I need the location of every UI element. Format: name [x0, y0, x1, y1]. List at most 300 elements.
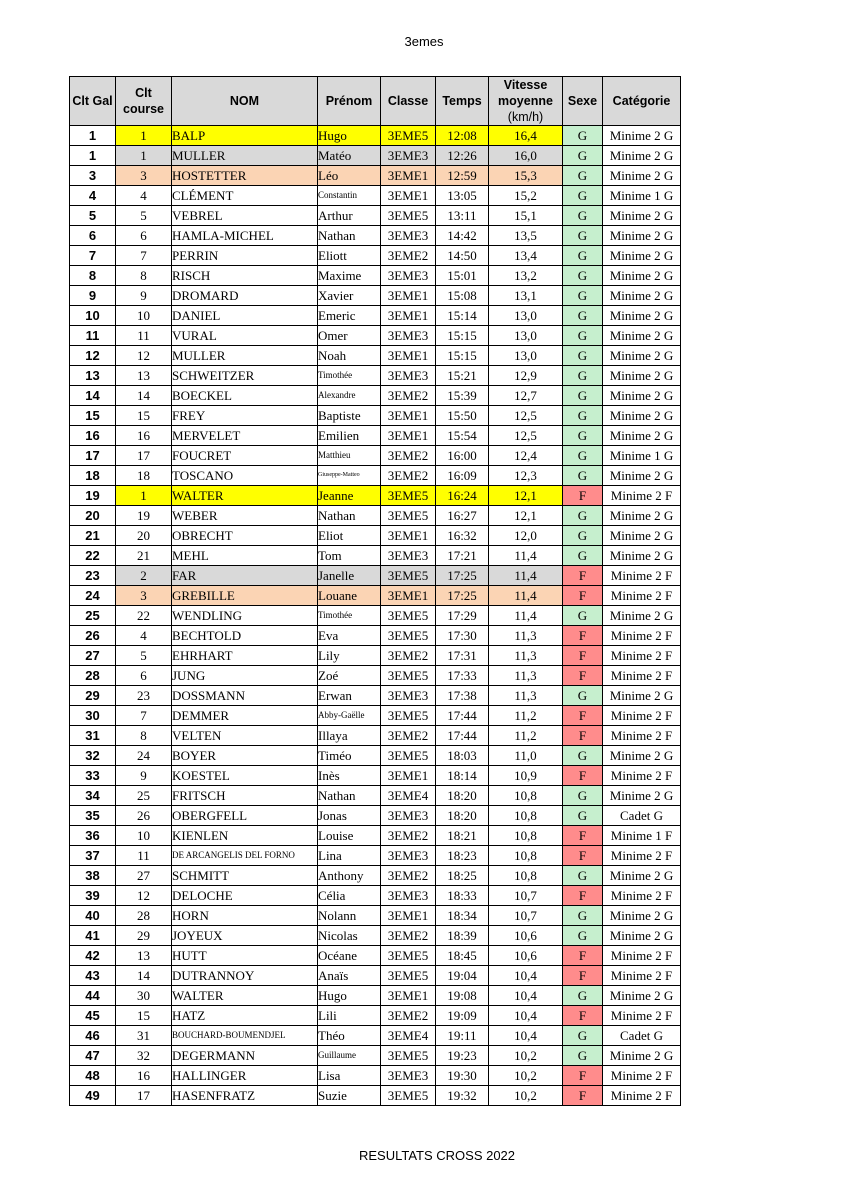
table-row [70, 486, 681, 506]
categorie-cell: Minime 2 G [603, 146, 681, 166]
vitesse-cell: 12,7 [489, 386, 563, 406]
categorie-cell: Minime 2 G [603, 206, 681, 226]
prenom-cell: Inès [318, 766, 381, 786]
table-row [70, 126, 681, 146]
table-row [70, 786, 681, 806]
nom-cell: FAR [172, 566, 318, 586]
temps-cell: 16:24 [436, 486, 489, 506]
sexe-cell: G [563, 506, 603, 526]
clt-course-cell: 11 [116, 326, 172, 346]
temps-cell: 19:04 [436, 966, 489, 986]
header-vitesse-label: Vitesse moyenne [498, 78, 553, 108]
categorie-cell: Minime 2 F [603, 566, 681, 586]
sexe-cell: G [563, 346, 603, 366]
categorie-cell: Minime 2 G [603, 786, 681, 806]
classe-cell: 3EME3 [381, 806, 436, 826]
vitesse-cell: 11,0 [489, 746, 563, 766]
clt-course-cell: 12 [116, 886, 172, 906]
header-vitesse-unit: (km/h) [507, 110, 544, 124]
clt-course-cell: 11 [116, 846, 172, 866]
vitesse-cell: 12,3 [489, 466, 563, 486]
table-row [70, 586, 681, 606]
sexe-cell: F [563, 826, 603, 846]
table-row [70, 266, 681, 286]
categorie-cell: Minime 2 F [603, 666, 681, 686]
table-row [70, 466, 681, 486]
categorie-cell: Minime 2 G [603, 226, 681, 246]
prenom-cell: Matéo [318, 146, 381, 166]
nom-cell: DROMARD [172, 286, 318, 306]
clt-gal-cell: 14 [70, 386, 116, 406]
clt-course-cell: 23 [116, 686, 172, 706]
prenom-cell: Lily [318, 646, 381, 666]
table-row [70, 1086, 681, 1106]
vitesse-cell: 13,1 [489, 286, 563, 306]
header-classe: Classe [381, 77, 436, 126]
classe-cell: 3EME1 [381, 406, 436, 426]
clt-course-cell: 13 [116, 946, 172, 966]
prenom-cell: Alexandre [318, 386, 381, 406]
nom-cell: CLÉMENT [172, 186, 318, 206]
clt-gal-cell: 8 [70, 266, 116, 286]
vitesse-cell: 13,0 [489, 326, 563, 346]
classe-cell: 3EME2 [381, 386, 436, 406]
clt-gal-cell: 13 [70, 366, 116, 386]
temps-cell: 14:42 [436, 226, 489, 246]
vitesse-cell: 11,4 [489, 606, 563, 626]
nom-cell: DOSSMANN [172, 686, 318, 706]
sexe-cell: F [563, 646, 603, 666]
temps-cell: 18:20 [436, 786, 489, 806]
table-row [70, 866, 681, 886]
prenom-cell: Omer [318, 326, 381, 346]
clt-gal-cell: 20 [70, 506, 116, 526]
nom-cell: DEGERMANN [172, 1046, 318, 1066]
sexe-cell: G [563, 406, 603, 426]
vitesse-cell: 16,4 [489, 126, 563, 146]
table-row [70, 686, 681, 706]
prenom-cell: Noah [318, 346, 381, 366]
nom-cell: HORN [172, 906, 318, 926]
header-categorie: Catégorie [603, 77, 681, 126]
prenom-cell: Timothée [318, 366, 381, 386]
clt-gal-cell: 3 [70, 166, 116, 186]
clt-course-cell: 2 [116, 566, 172, 586]
nom-cell: MULLER [172, 346, 318, 366]
prenom-cell: Constantin [318, 186, 381, 206]
nom-cell: HUTT [172, 946, 318, 966]
header-vitesse [489, 77, 563, 126]
table-row [70, 206, 681, 226]
classe-cell: 3EME5 [381, 946, 436, 966]
nom-cell: DEMMER [172, 706, 318, 726]
classe-cell: 3EME2 [381, 646, 436, 666]
categorie-cell: Minime 2 G [603, 526, 681, 546]
temps-cell: 18:33 [436, 886, 489, 906]
clt-gal-cell: 23 [70, 566, 116, 586]
prenom-cell: Arthur [318, 206, 381, 226]
sexe-cell: G [563, 926, 603, 946]
categorie-cell: Cadet G [603, 806, 681, 826]
classe-cell: 3EME3 [381, 146, 436, 166]
classe-cell: 3EME2 [381, 446, 436, 466]
temps-cell: 18:34 [436, 906, 489, 926]
nom-cell: WEBER [172, 506, 318, 526]
classe-cell: 3EME5 [381, 126, 436, 146]
clt-gal-cell: 21 [70, 526, 116, 546]
clt-course-cell: 27 [116, 866, 172, 886]
temps-cell: 17:44 [436, 706, 489, 726]
clt-course-cell: 7 [116, 706, 172, 726]
categorie-cell: Minime 2 G [603, 286, 681, 306]
temps-cell: 17:33 [436, 666, 489, 686]
categorie-cell: Minime 2 F [603, 726, 681, 746]
classe-cell: 3EME5 [381, 626, 436, 646]
vitesse-cell: 10,8 [489, 846, 563, 866]
vitesse-cell: 11,4 [489, 546, 563, 566]
table-row [70, 306, 681, 326]
classe-cell: 3EME1 [381, 426, 436, 446]
table-row [70, 806, 681, 826]
clt-course-cell: 6 [116, 226, 172, 246]
nom-cell: WALTER [172, 486, 318, 506]
vitesse-cell: 16,0 [489, 146, 563, 166]
clt-gal-cell: 49 [70, 1086, 116, 1106]
vitesse-cell: 12,1 [489, 486, 563, 506]
temps-cell: 15:50 [436, 406, 489, 426]
table-row [70, 366, 681, 386]
categorie-cell: Minime 2 F [603, 586, 681, 606]
sexe-cell: G [563, 446, 603, 466]
vitesse-cell: 10,4 [489, 1026, 563, 1046]
clt-gal-cell: 48 [70, 1066, 116, 1086]
categorie-cell: Minime 2 G [603, 506, 681, 526]
clt-gal-cell: 4 [70, 186, 116, 206]
sexe-cell: G [563, 146, 603, 166]
clt-gal-cell: 45 [70, 1006, 116, 1026]
table-row [70, 966, 681, 986]
nom-cell: KOESTEL [172, 766, 318, 786]
prenom-cell: Maxime [318, 266, 381, 286]
header-nom: NOM [172, 77, 318, 126]
clt-gal-cell: 42 [70, 946, 116, 966]
prenom-cell: Nicolas [318, 926, 381, 946]
sexe-cell: G [563, 466, 603, 486]
sexe-cell: F [563, 846, 603, 866]
categorie-cell: Minime 2 G [603, 306, 681, 326]
prenom-cell: Nathan [318, 506, 381, 526]
temps-cell: 12:59 [436, 166, 489, 186]
clt-gal-cell: 30 [70, 706, 116, 726]
clt-course-cell: 25 [116, 786, 172, 806]
page-title: 3emes [404, 34, 444, 49]
nom-cell: HALLINGER [172, 1066, 318, 1086]
temps-cell: 17:21 [436, 546, 489, 566]
categorie-cell: Minime 2 G [603, 426, 681, 446]
sexe-cell: G [563, 986, 603, 1006]
vitesse-cell: 11,4 [489, 586, 563, 606]
categorie-cell: Minime 2 G [603, 386, 681, 406]
categorie-cell: Cadet G [603, 1026, 681, 1046]
vitesse-cell: 10,8 [489, 786, 563, 806]
table-row [70, 546, 681, 566]
clt-course-cell: 9 [116, 766, 172, 786]
clt-course-cell: 1 [116, 126, 172, 146]
clt-gal-cell: 43 [70, 966, 116, 986]
prenom-cell: Nathan [318, 786, 381, 806]
temps-cell: 19:32 [436, 1086, 489, 1106]
classe-cell: 3EME1 [381, 766, 436, 786]
clt-course-cell: 10 [116, 826, 172, 846]
table-row [70, 526, 681, 546]
temps-cell: 16:32 [436, 526, 489, 546]
vitesse-cell: 11,2 [489, 706, 563, 726]
prenom-cell: Emilien [318, 426, 381, 446]
sexe-cell: G [563, 606, 603, 626]
temps-cell: 15:01 [436, 266, 489, 286]
clt-course-cell: 31 [116, 1026, 172, 1046]
nom-cell: GREBILLE [172, 586, 318, 606]
classe-cell: 3EME3 [381, 326, 436, 346]
sexe-cell: G [563, 266, 603, 286]
clt-gal-cell: 22 [70, 546, 116, 566]
categorie-cell: Minime 2 G [603, 546, 681, 566]
table-row [70, 146, 681, 166]
vitesse-cell: 13,0 [489, 346, 563, 366]
clt-gal-cell: 16 [70, 426, 116, 446]
categorie-cell: Minime 2 G [603, 746, 681, 766]
temps-cell: 15:08 [436, 286, 489, 306]
table-row [70, 986, 681, 1006]
prenom-cell: Zoé [318, 666, 381, 686]
sexe-cell: G [563, 366, 603, 386]
clt-course-cell: 19 [116, 506, 172, 526]
classe-cell: 3EME1 [381, 526, 436, 546]
header-temps: Temps [436, 77, 489, 126]
categorie-cell: Minime 2 F [603, 1006, 681, 1026]
temps-cell: 15:15 [436, 326, 489, 346]
sexe-cell: G [563, 686, 603, 706]
prenom-cell: Lili [318, 1006, 381, 1026]
table-row [70, 1046, 681, 1066]
nom-cell: DANIEL [172, 306, 318, 326]
clt-gal-cell: 27 [70, 646, 116, 666]
categorie-cell: Minime 1 F [603, 826, 681, 846]
table-row [70, 826, 681, 846]
table-row [70, 846, 681, 866]
prenom-cell: Eliot [318, 526, 381, 546]
temps-cell: 13:11 [436, 206, 489, 226]
prenom-cell: Nathan [318, 226, 381, 246]
temps-cell: 16:00 [436, 446, 489, 466]
vitesse-cell: 13,5 [489, 226, 563, 246]
categorie-cell: Minime 1 G [603, 186, 681, 206]
classe-cell: 3EME5 [381, 746, 436, 766]
vitesse-cell: 10,4 [489, 986, 563, 1006]
temps-cell: 17:25 [436, 586, 489, 606]
temps-cell: 17:25 [436, 566, 489, 586]
table-row [70, 1066, 681, 1086]
nom-cell: KIENLEN [172, 826, 318, 846]
categorie-cell: Minime 2 G [603, 246, 681, 266]
clt-gal-cell: 44 [70, 986, 116, 1006]
prenom-cell: Hugo [318, 986, 381, 1006]
nom-cell: JUNG [172, 666, 318, 686]
vitesse-cell: 10,2 [489, 1086, 563, 1106]
sexe-cell: G [563, 546, 603, 566]
nom-cell: RISCH [172, 266, 318, 286]
nom-cell: MEHL [172, 546, 318, 566]
classe-cell: 3EME2 [381, 466, 436, 486]
classe-cell: 3EME5 [381, 486, 436, 506]
sexe-cell: F [563, 486, 603, 506]
clt-course-cell: 24 [116, 746, 172, 766]
table-row [70, 506, 681, 526]
sexe-cell: G [563, 1026, 603, 1046]
sexe-cell: G [563, 166, 603, 186]
table-row [70, 706, 681, 726]
clt-course-cell: 1 [116, 486, 172, 506]
temps-cell: 15:39 [436, 386, 489, 406]
classe-cell: 3EME2 [381, 1006, 436, 1026]
prenom-cell: Giuseppe-Matteo [318, 466, 381, 486]
table-row [70, 626, 681, 646]
vitesse-cell: 12,9 [489, 366, 563, 386]
clt-course-cell: 16 [116, 426, 172, 446]
categorie-cell: Minime 2 G [603, 926, 681, 946]
clt-course-cell: 17 [116, 446, 172, 466]
categorie-cell: Minime 2 G [603, 346, 681, 366]
prenom-cell: Guillaume [318, 1046, 381, 1066]
table-row [70, 446, 681, 466]
table-row [70, 186, 681, 206]
prenom-cell: Anaïs [318, 966, 381, 986]
vitesse-cell: 11,3 [489, 666, 563, 686]
vitesse-cell: 10,9 [489, 766, 563, 786]
prenom-cell: Théo [318, 1026, 381, 1046]
nom-cell: BOYER [172, 746, 318, 766]
clt-course-cell: 5 [116, 206, 172, 226]
temps-cell: 14:50 [436, 246, 489, 266]
prenom-cell: Louise [318, 826, 381, 846]
prenom-cell: Emeric [318, 306, 381, 326]
clt-gal-cell: 35 [70, 806, 116, 826]
nom-cell: SCHWEITZER [172, 366, 318, 386]
prenom-cell: Erwan [318, 686, 381, 706]
vitesse-cell: 10,8 [489, 866, 563, 886]
sexe-cell: F [563, 586, 603, 606]
classe-cell: 3EME5 [381, 506, 436, 526]
clt-course-cell: 4 [116, 626, 172, 646]
vitesse-cell: 10,4 [489, 1006, 563, 1026]
clt-gal-cell: 29 [70, 686, 116, 706]
clt-course-cell: 22 [116, 606, 172, 626]
temps-cell: 18:20 [436, 806, 489, 826]
temps-cell: 13:05 [436, 186, 489, 206]
prenom-cell: Illaya [318, 726, 381, 746]
clt-course-cell: 18 [116, 466, 172, 486]
clt-gal-cell: 40 [70, 906, 116, 926]
clt-course-cell: 32 [116, 1046, 172, 1066]
nom-cell: VEBREL [172, 206, 318, 226]
classe-cell: 3EME2 [381, 246, 436, 266]
prenom-cell: Jonas [318, 806, 381, 826]
nom-cell: EHRHART [172, 646, 318, 666]
clt-course-cell: 30 [116, 986, 172, 1006]
nom-cell: FOUCRET [172, 446, 318, 466]
categorie-cell: Minime 2 F [603, 946, 681, 966]
classe-cell: 3EME1 [381, 166, 436, 186]
prenom-cell: Janelle [318, 566, 381, 586]
sexe-cell: G [563, 786, 603, 806]
categorie-cell: Minime 2 G [603, 326, 681, 346]
clt-gal-cell: 41 [70, 926, 116, 946]
vitesse-cell: 11,2 [489, 726, 563, 746]
clt-gal-cell: 17 [70, 446, 116, 466]
clt-gal-cell: 6 [70, 226, 116, 246]
temps-cell: 16:27 [436, 506, 489, 526]
prenom-cell: Louane [318, 586, 381, 606]
classe-cell: 3EME5 [381, 206, 436, 226]
categorie-cell: Minime 2 G [603, 986, 681, 1006]
nom-cell: FRITSCH [172, 786, 318, 806]
prenom-cell: Nolann [318, 906, 381, 926]
vitesse-cell: 13,2 [489, 266, 563, 286]
classe-cell: 3EME2 [381, 726, 436, 746]
vitesse-cell: 11,3 [489, 686, 563, 706]
temps-cell: 15:15 [436, 346, 489, 366]
header-clt-course: Clt course [116, 77, 172, 126]
clt-course-cell: 20 [116, 526, 172, 546]
nom-cell: DE ARCANGELIS DEL FORNO [172, 846, 318, 866]
classe-cell: 3EME5 [381, 1086, 436, 1106]
classe-cell: 3EME1 [381, 186, 436, 206]
nom-cell: OBERGFELL [172, 806, 318, 826]
clt-course-cell: 6 [116, 666, 172, 686]
prenom-cell: Océane [318, 946, 381, 966]
temps-cell: 16:09 [436, 466, 489, 486]
table-row [70, 746, 681, 766]
clt-gal-cell: 12 [70, 346, 116, 366]
vitesse-cell: 10,6 [489, 926, 563, 946]
nom-cell: HASENFRATZ [172, 1086, 318, 1106]
temps-cell: 12:08 [436, 126, 489, 146]
classe-cell: 3EME2 [381, 866, 436, 886]
temps-cell: 17:30 [436, 626, 489, 646]
classe-cell: 3EME1 [381, 906, 436, 926]
prenom-cell: Lisa [318, 1066, 381, 1086]
sexe-cell: F [563, 1006, 603, 1026]
clt-course-cell: 1 [116, 146, 172, 166]
classe-cell: 3EME3 [381, 686, 436, 706]
temps-cell: 18:23 [436, 846, 489, 866]
classe-cell: 3EME3 [381, 546, 436, 566]
vitesse-cell: 12,5 [489, 426, 563, 446]
sexe-cell: G [563, 866, 603, 886]
sexe-cell: G [563, 1046, 603, 1066]
clt-gal-cell: 31 [70, 726, 116, 746]
sexe-cell: F [563, 726, 603, 746]
classe-cell: 3EME4 [381, 1026, 436, 1046]
vitesse-cell: 10,6 [489, 946, 563, 966]
table-row [70, 726, 681, 746]
clt-gal-cell: 7 [70, 246, 116, 266]
clt-course-cell: 15 [116, 406, 172, 426]
clt-course-cell: 13 [116, 366, 172, 386]
sexe-cell: G [563, 306, 603, 326]
categorie-cell: Minime 2 G [603, 126, 681, 146]
clt-gal-cell: 39 [70, 886, 116, 906]
